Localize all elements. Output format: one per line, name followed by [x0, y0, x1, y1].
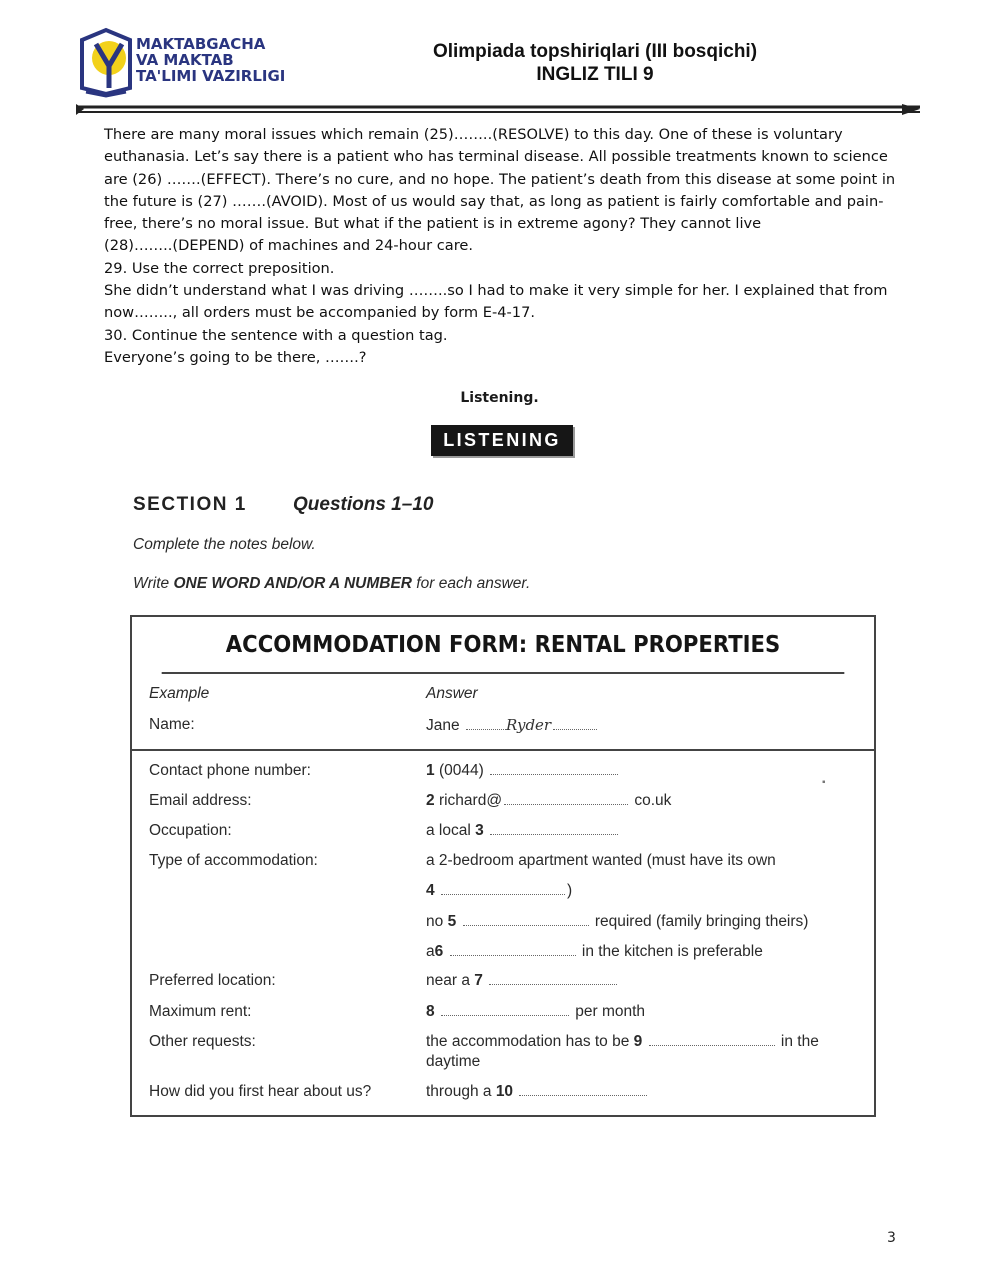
type-row: a 2-bedroom apartment wanted (must have its own	[426, 852, 776, 869]
instruction-suffix: for each answer.	[412, 575, 531, 592]
type-row-5	[426, 913, 808, 931]
email-suffix: co.uk	[634, 792, 672, 809]
q-number: 4	[426, 882, 435, 899]
answer-blank-10[interactable]	[519, 1092, 647, 1096]
other-suffix: in the	[780, 1033, 819, 1050]
text-line: (28)……..(DEPEND) of machines and 24-hour care.	[104, 237, 474, 255]
answer-blank-4[interactable]	[441, 891, 565, 895]
hear-row	[426, 1083, 649, 1101]
text-line: Everyone’s going to be there, …….?	[104, 348, 367, 366]
document-title	[380, 40, 810, 86]
ministry-logo	[76, 26, 306, 98]
hear-label: How did you first hear about us?	[149, 1083, 372, 1100]
ministry-name	[136, 36, 311, 84]
occupation-row	[426, 822, 620, 840]
logo-line-3: TA'LIMI VAZIRLIGI	[136, 67, 286, 85]
answer-blank-8[interactable]	[441, 1012, 569, 1016]
q-number: 9	[633, 1033, 643, 1050]
answer-blank-9[interactable]	[649, 1042, 775, 1046]
listening-caption: Listening.	[460, 390, 539, 406]
text-line: She didn’t understand what I was driving ……..so I had to make it very simple for her. I explained that from	[104, 282, 888, 300]
answer-blank-7[interactable]	[489, 981, 617, 985]
text-line: the future is (27) …….(AVOID). Most of us would say that, as long as patient is fairly comfortable and pain-	[104, 192, 884, 210]
blank	[553, 726, 597, 730]
hear-prefix: through a	[426, 1083, 492, 1100]
accommodation-form	[130, 615, 876, 1117]
answer-blank-5[interactable]	[463, 922, 589, 926]
phone-row	[426, 762, 620, 780]
blank	[466, 726, 506, 730]
q-number: 7	[474, 972, 483, 989]
email-row	[426, 792, 671, 810]
instruction-complete-notes: Complete the notes below.	[133, 536, 316, 553]
q-number: 5	[447, 913, 457, 930]
a-suffix: in the kitchen is preferable	[581, 943, 763, 960]
answer-label: Answer	[426, 685, 478, 702]
answer-blank-6[interactable]	[450, 952, 576, 956]
rent-suffix: per month	[575, 1003, 646, 1020]
occupation-prefix: a local	[426, 822, 471, 839]
q-number: 6	[434, 943, 444, 960]
section-heading	[133, 494, 434, 516]
no-suffix: required (family bringing theirs)	[594, 913, 809, 930]
title-line-1: Olimpiada topshiriqlari (III bosqichi)	[432, 41, 758, 62]
occupation-label: Occupation:	[149, 822, 232, 839]
instruction-prefix: Write	[133, 575, 174, 592]
answer-blank-3[interactable]	[490, 831, 618, 835]
ministry-emblem-icon	[76, 26, 138, 98]
section-label: SECTION 1	[133, 494, 247, 515]
other-row	[426, 1033, 819, 1051]
type-row-4	[426, 882, 572, 900]
type-close: )	[566, 882, 573, 899]
name-answer-handwritten: Ryder	[505, 716, 552, 734]
a-prefix: a	[426, 943, 435, 960]
location-label: Preferred location:	[149, 972, 276, 989]
example-label: Example	[149, 685, 210, 702]
answer-blank-1[interactable]	[490, 771, 618, 775]
instruction-word-limit	[133, 575, 530, 593]
other-prefix: the accommodation has to be	[426, 1033, 630, 1050]
logo-line-1: MAKTABGACHA	[136, 35, 266, 53]
rent-row	[426, 1003, 645, 1021]
text-line: are (26) …….(EFFECT). There’s no cure, and no hope. The patient’s death from this disease at some point in	[104, 170, 896, 188]
text-line: euthanasia. Let’s say there is a patient who has terminal disease. All possible treatments known to science	[104, 148, 888, 166]
listening-banner: LISTENING	[431, 425, 573, 456]
phone-prefix: (0044)	[438, 762, 484, 779]
location-prefix: near a	[426, 972, 470, 989]
q-number: 2	[426, 792, 435, 809]
answer-blank-2[interactable]	[504, 801, 628, 805]
form-title: ACCOMMODATION FORM: RENTAL PROPERTIES	[162, 617, 845, 674]
instruction-bold: ONE WORD AND/OR A NUMBER	[173, 575, 412, 592]
text-line: 30. Continue the sentence with a question tag.	[104, 326, 448, 344]
q-number: 1	[426, 762, 435, 779]
text-line: now…….., all orders must be accompanied by form E-4-17.	[104, 304, 535, 322]
logo-line-2: VA MAKTAB	[136, 51, 234, 69]
text-line: free, there’s no moral issue. But what if the patient is in extreme agony? They cannot live	[104, 215, 762, 233]
type-row-6	[426, 943, 763, 961]
other-row-line2: daytime	[426, 1053, 481, 1070]
title-line-2: INGLIZ TILI 9	[536, 64, 654, 85]
rent-label: Maximum rent:	[149, 1003, 252, 1020]
other-label: Other requests:	[149, 1033, 256, 1050]
q-number: 8	[426, 1003, 435, 1020]
stray-mark: ▪	[822, 777, 826, 788]
name-label: Name:	[149, 716, 195, 733]
question-text	[104, 124, 904, 369]
text-line: 29. Use the correct preposition.	[104, 259, 335, 277]
email-label: Email address:	[149, 792, 252, 809]
name-first: Jane	[426, 717, 460, 734]
section-questions: Questions 1–10	[293, 494, 434, 515]
q-number: 10	[495, 1083, 514, 1100]
header-divider	[76, 103, 920, 117]
example-divider	[132, 749, 874, 751]
no-prefix: no	[426, 913, 444, 930]
q-number: 3	[475, 822, 484, 839]
name-value	[426, 716, 599, 735]
phone-label: Contact phone number:	[149, 762, 311, 779]
type-label: Type of accommodation:	[149, 852, 318, 869]
email-prefix: richard@	[438, 792, 503, 809]
location-row	[426, 972, 619, 990]
page-number: 3	[887, 1230, 896, 1246]
text-line: There are many moral issues which remain (25)……..(RESOLVE) to this day. One of these is voluntary	[104, 126, 843, 143]
